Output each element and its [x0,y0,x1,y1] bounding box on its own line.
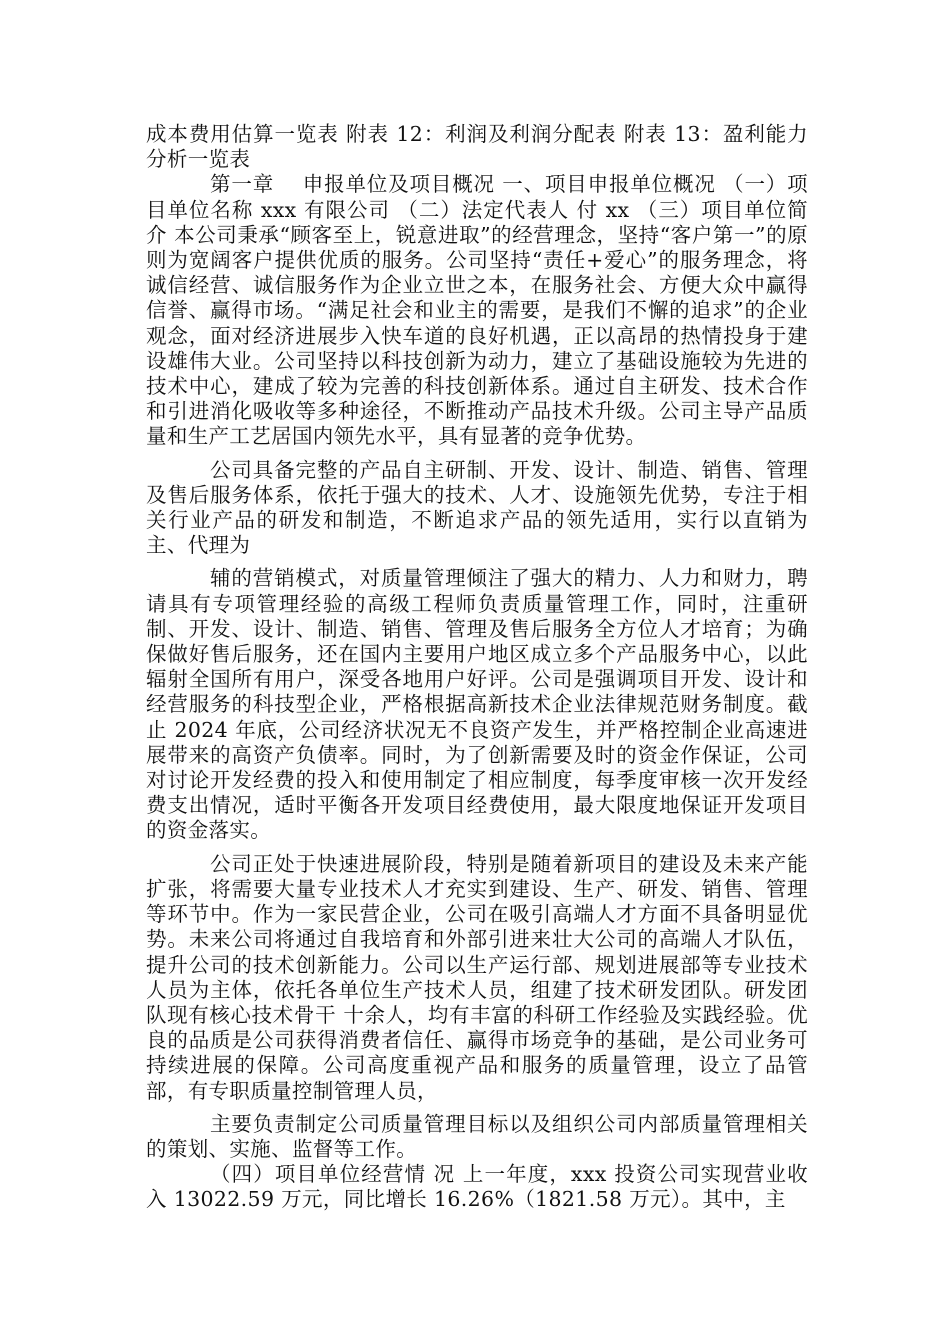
document-body [146,122,808,1213]
paragraph-quality-duties: 主要负责制定公司质量管理目标以及组织公司内部质量管理相关的策划、实施、监督等工作。 [146,1111,808,1161]
paragraph-appendix-list: 成本费用估算一览表 附表 12：利润及利润分配表 附表 13：盈利能力分析一览表 [146,122,808,172]
paragraph-operating-status: （四）项目单位经营情 况 上一年度，xxx 投资公司实现营业收入 13022.59 万元，同比增长 16.26%（1821.58 万元）。其中，主 [146,1162,808,1212]
paragraph-company-system: 公司具备完整的产品自主研制、开发、设计、制造、销售、管理及售后服务体系，依托于强大的技术、人才、设施领先优势，专注于相关行业产品的研发和制造，不断追求产品的领先适用，实行以直销为主、代理为 [146,457,808,558]
paragraph-talent-team: 公司正处于快速进展阶段，特别是随着新项目的建设及未来产能扩张，将需要大量专业技术人才充实到建设、生产、研发、销售、管理等环节中。作为一家民营企业，公司在吸引高端人才方面不具备明显优势。未来公司将通过自我培育和外部引进来壮大公司的高端人才队伍，提升公司的技术创新能力。公司以生产运行部、规划进展部等专业技术人员为主体，依托各单位生产技术人员，组建了技术研发团队。研发团队现有核心技术骨干 十余人，均有丰富的科研工作经验及实践经验。优良的品质是公司获得消费者信任、赢得市场竞争的基础，是公司业务可持续进展的保障。公司高度重视产品和服务的质量管理，设立了品管部，有专职质量控制管理人员， [146,851,808,1103]
paragraph-chapter-one: 第一章 申报单位及项目概况 一、项目申报单位概况 （一）项目单位名称 xxx 有限公司 （二）法定代表人 付 xx （三）项目单位简介 本公司秉承“顾客至上，锐意进取”的经营理念，坚持“客户第一”的原则为宽阔客户提供优质的服务。公司坚持“责任+爱心”的服务理念，将诚信经营、诚信服务作为企业立世之本，在服务社会、方便大众中赢得信誉、赢得市场。“满足社会和业主的需要，是我们不懈的追求”的企业观念，面对经济进展步入快车道的良好机遇，正以高昂的热情投身于建设雄伟大业。公司坚持以科技创新为动力，建立了基础设施较为先进的技术中心，建成了较为完善的科技创新体系。通过自主研发、技术合作和引进消化吸收等多种途径，不断推动产品技术升级。公司主导产品质量和生产工艺居国内领先水平，具有显著的竞争优势。 [146,172,808,449]
paragraph-marketing-quality: 辅的营销模式，对质量管理倾注了强大的精力、人力和财力，聘请具有专项管理经验的高级工程师负责质量管理工作，同时，注重研制、开发、设计、制造、销售、管理及售后服务全方位人才培育；为确保做好售后服务，还在国内主要用户地区成立多个产品服务中心，以此辐射全国所有用户，深受各地用户好评。公司是强调项目开发、设计和经营服务的科技型企业，严格根据高新技术企业法律规范财务制度。截止 2024 年底，公司经济状况无不良资产发生，并严格控制企业高速进展带来的高资产负债率。同时，为了创新需要及时的资金作保证，公司对讨论开发经费的投入和使用制定了相应制度，每季度审核一次开发经费支出情况，适时平衡各开发项目经费使用，最大限度地保证开发项目的资金落实。 [146,566,808,843]
